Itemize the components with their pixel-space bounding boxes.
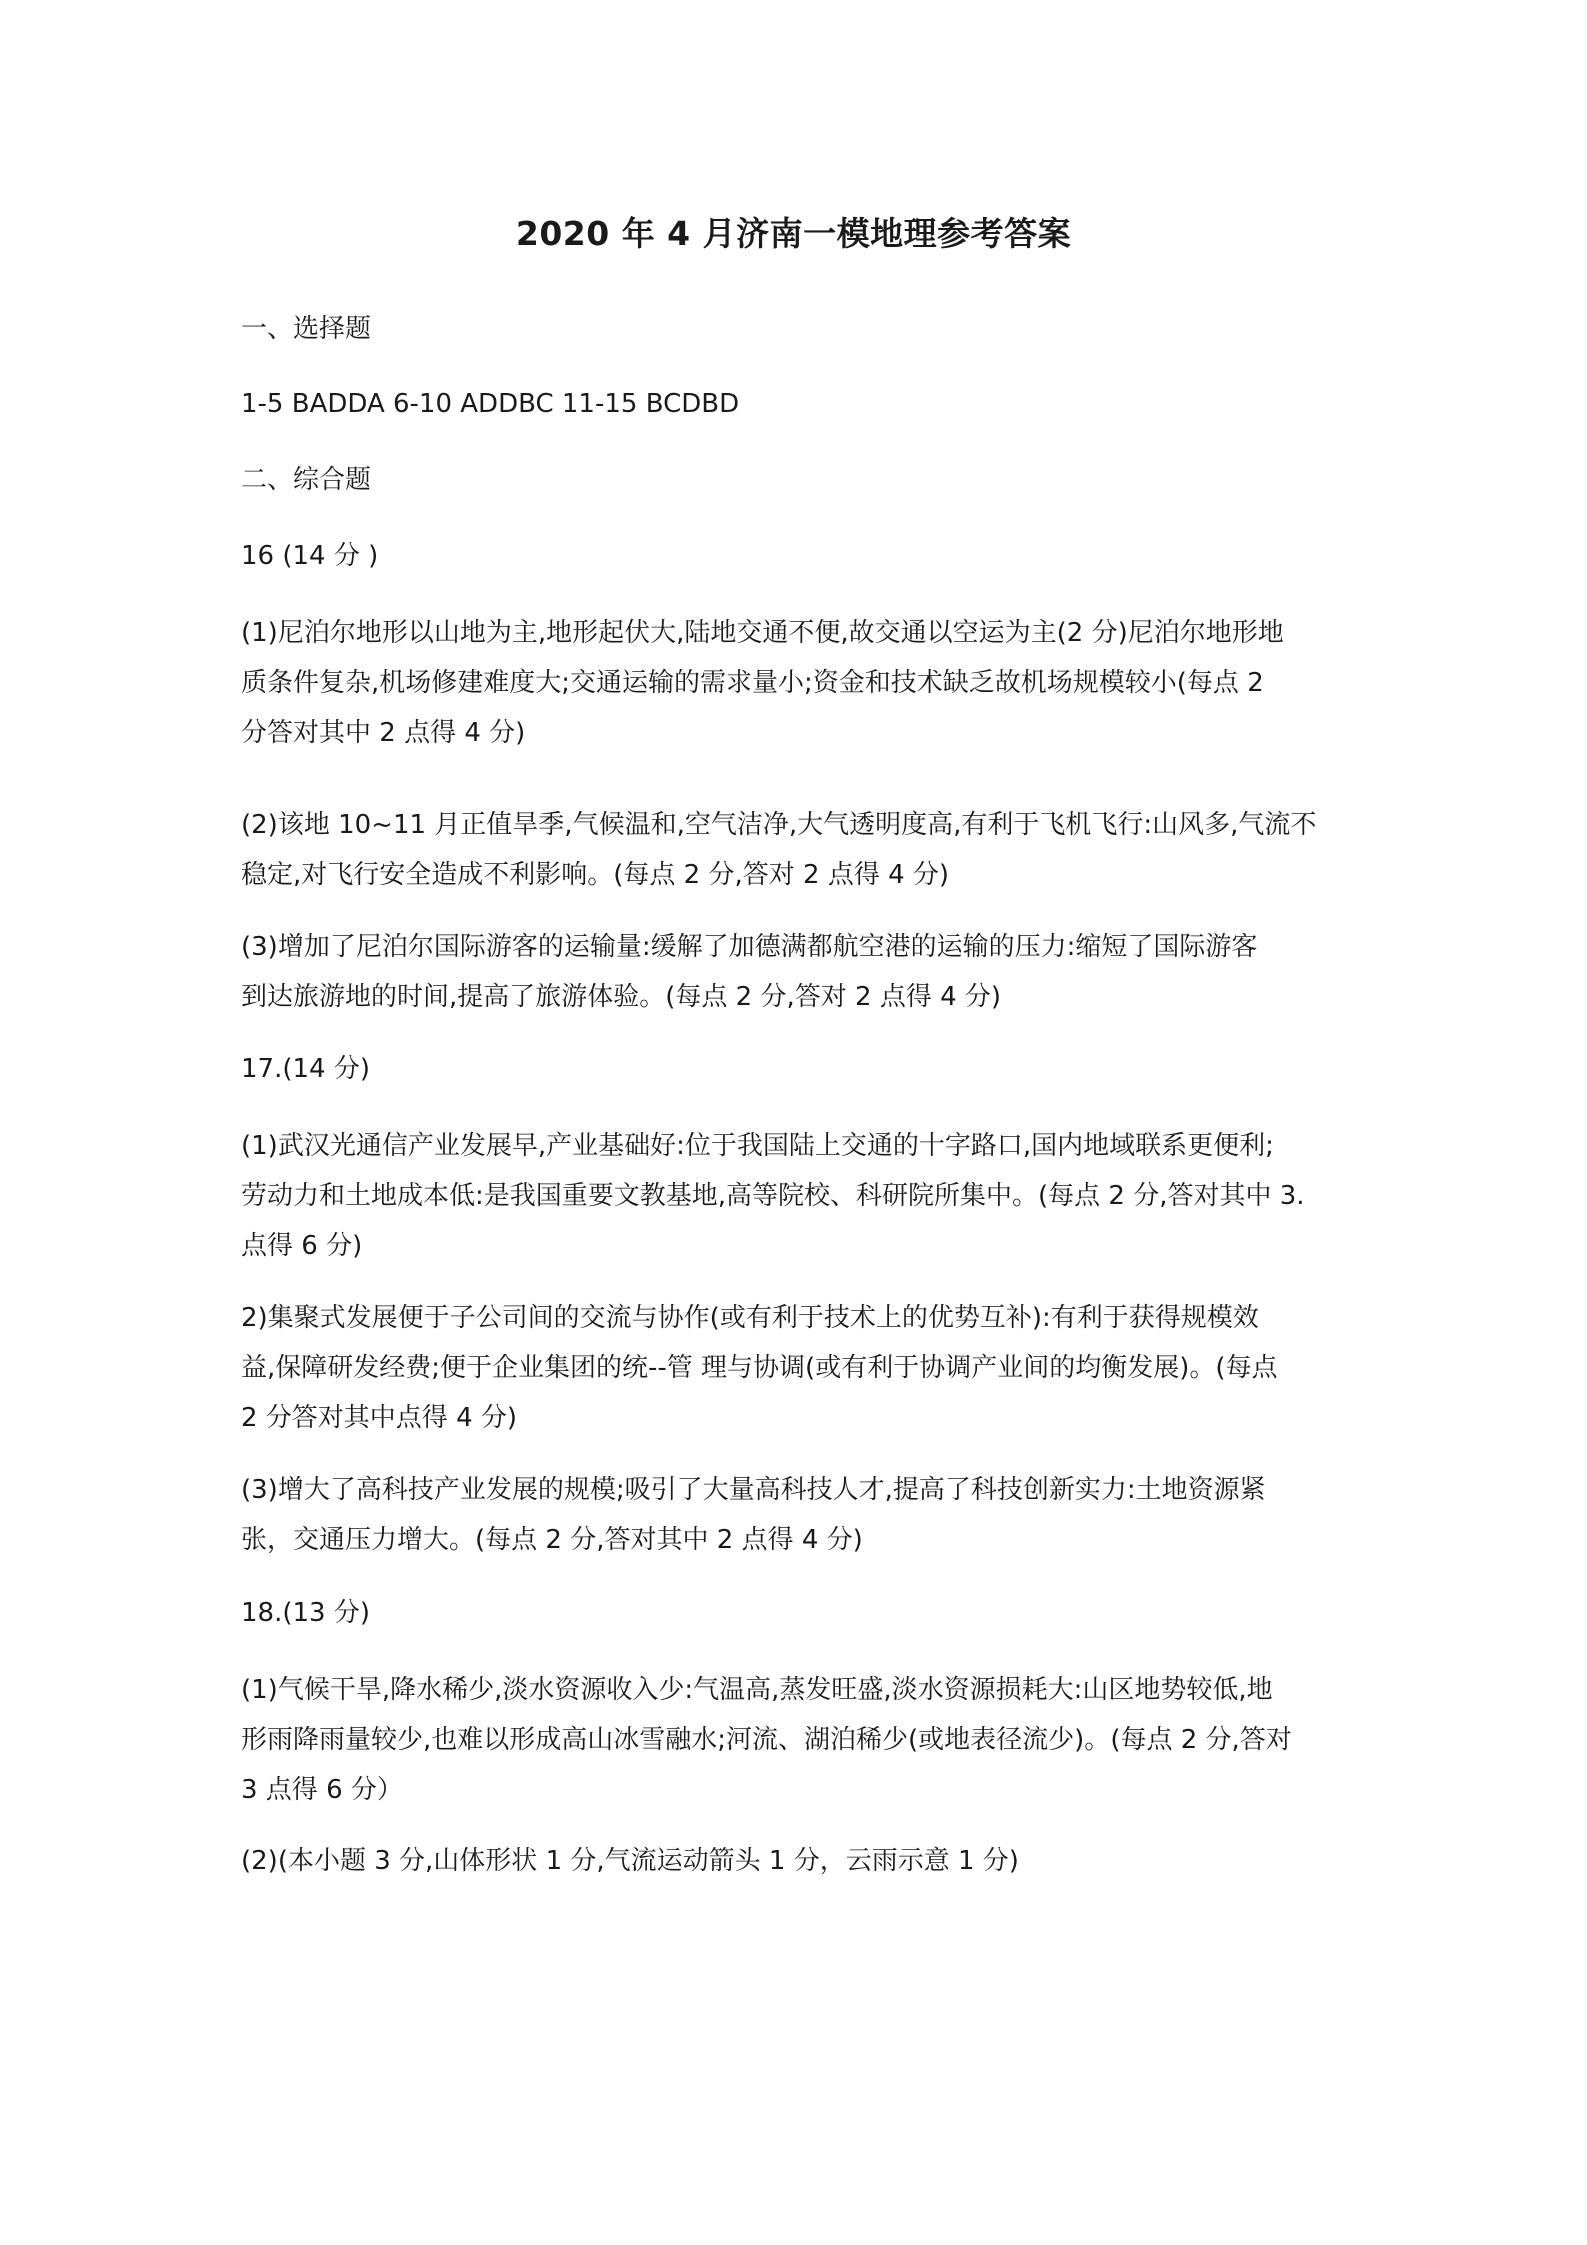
question-18-heading: 18.(13 分): [241, 1598, 370, 1628]
page-title: 2020 年 4 月济南一模地理参考答案: [515, 214, 1072, 253]
section-heading-multiple-choice: 一、选择题: [241, 314, 372, 344]
question-16-heading: 16 (14 分 ): [241, 541, 379, 571]
q18-answer-1-line-3: 3 点得 6 分）: [241, 1775, 403, 1805]
q16-answer-2-line-2: 稳定,对飞行安全造成不利影响。(每点 2 分,答对 2 点得 4 分): [241, 860, 950, 890]
q17-answer-1-line-3: 点得 6 分): [241, 1231, 363, 1261]
q18-answer-2-line-1: (2)(本小题 3 分,山体形状 1 分,气流运动箭头 1 分，云雨示意 1 分): [241, 1846, 1019, 1876]
q17-answer-2-line-3: 2 分答对其中点得 4 分): [241, 1403, 518, 1433]
q17-answer-3-line-2: 张，交通压力增大。(每点 2 分,答对其中 2 点得 4 分): [241, 1525, 863, 1555]
q16-answer-1-line-3: 分答对其中 2 点得 4 分): [241, 718, 526, 748]
q17-answer-3-line-1: (3)增大了高科技产业发展的规模;吸引了大量高科技人才,提高了科技创新实力:土地资源紧: [241, 1475, 1266, 1505]
q16-answer-3-line-2: 到达旅游地的时间,提高了旅游体验。(每点 2 分,答对 2 点得 4 分): [241, 982, 1002, 1012]
q16-answer-1-line-1: (1)尼泊尔地形以山地为主,地形起伏大,陆地交通不便,故交通以空运为主(2 分)尼泊尔地形地: [241, 618, 1284, 648]
q18-answer-1-line-1: (1)气候干旱,降水稀少,淡水资源收入少:气温高,蒸发旺盛,淡水资源损耗大:山区地势较低,地: [241, 1675, 1273, 1705]
multiple-choice-answers: 1-5 BADDA 6-10 ADDBC 11-15 BCDBD: [241, 389, 740, 419]
question-17-heading: 17.(14 分): [241, 1054, 370, 1084]
q17-answer-1-line-1: (1)武汉光通信产业发展早,产业基础好:位于我国陆上交通的十字路口,国内地域联系更便利;: [241, 1131, 1274, 1161]
q16-answer-2-line-1: (2)该地 10~11 月正值旱季,气候温和,空气洁净,大气透明度高,有利于飞机飞行:山风多,气流不: [241, 810, 1317, 840]
q16-answer-3-line-1: (3)增加了尼泊尔国际游客的运输量:缓解了加德满都航空港的运输的压力:缩短了国际游客: [241, 932, 1258, 962]
q17-answer-1-line-2: 劳动力和土地成本低:是我国重要文教基地,高等院校、科研院所集中。(每点 2 分,答对其中 3.: [241, 1181, 1305, 1211]
q17-answer-2-line-2: 益,保障研发经费;便于企业集团的统--管 理与协调(或有利于协调产业间的均衡发展)。(每点: [241, 1353, 1278, 1383]
q17-answer-2-line-1: 2)集聚式发展便于子公司间的交流与协作(或有利于技术上的优势互补):有利于获得规模效: [241, 1303, 1259, 1333]
q16-answer-1-line-2: 质条件复杂,机场修建难度大;交通运输的需求量小;资金和技术缺乏故机场规模较小(每点 2: [241, 668, 1264, 698]
q18-answer-1-line-2: 形雨降雨量较少,也难以形成高山冰雪融水;河流、湖泊稀少(或地表径流少)。(每点 2 分,答对: [241, 1725, 1292, 1755]
section-heading-comprehensive: 二、综合题: [241, 465, 372, 495]
